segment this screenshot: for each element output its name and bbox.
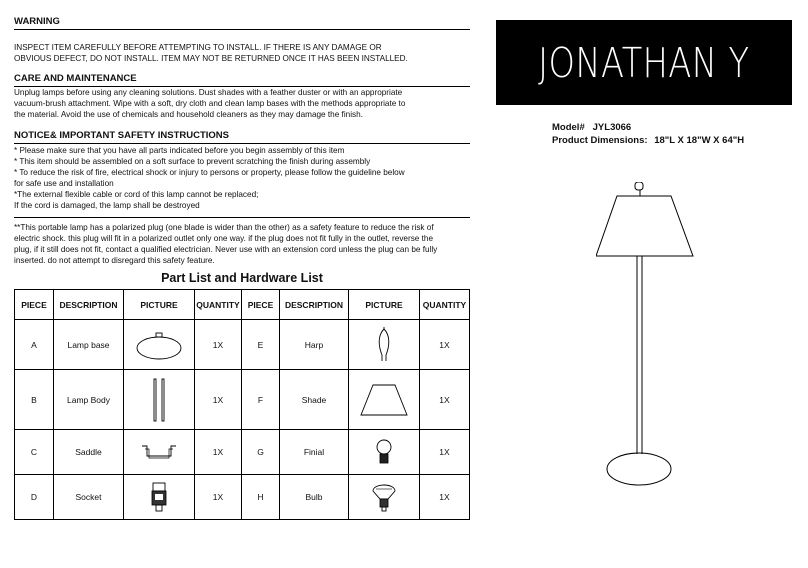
quantity-cell: 1X (420, 320, 470, 370)
notice-line-1: * Please make sure that you have all parts indicated before you begin assembly of this item (14, 146, 345, 155)
saddle-picture (124, 430, 195, 475)
notice-line-5: *The external flexible cable or cord of this lamp cannot be replaced; (14, 190, 259, 199)
piece-cell: A (15, 320, 54, 370)
quantity-cell: 1X (195, 430, 242, 475)
header-picture: PICTURE (124, 290, 195, 320)
model-label: Model# (552, 122, 585, 133)
description-cell: Saddle (54, 430, 124, 475)
shade-picture (349, 370, 420, 430)
piece-cell: F (242, 370, 280, 430)
header-description: DESCRIPTION (280, 290, 349, 320)
brand-name: JONATHAN Y (538, 38, 750, 87)
quantity-cell: 1X (420, 430, 470, 475)
care-line-2: vacuum-brush attachment. Wipe with a soft, dry cloth and clean lamp bases with the methods appropriate to (14, 99, 406, 108)
piece-cell: C (15, 430, 54, 475)
socket-picture (124, 475, 195, 520)
header-picture: PICTURE (349, 290, 420, 320)
finial-picture (349, 430, 420, 475)
quantity-cell: 1X (195, 370, 242, 430)
quantity-cell: 1X (195, 320, 242, 370)
socket-icon (150, 481, 168, 513)
harp-icon (374, 327, 394, 363)
parts-table (14, 289, 470, 520)
description-cell: Socket (54, 475, 124, 520)
description-cell: Bulb (280, 475, 349, 520)
plug-line-3: plug, if it still does not fit, contact a qualified electrician. Never use with an extension cord unless the plug can be fully (14, 245, 438, 254)
quantity-cell: 1X (420, 475, 470, 520)
lamp-base-picture (124, 320, 195, 370)
piece-cell: B (15, 370, 54, 430)
description-cell: Lamp Body (54, 370, 124, 430)
description-cell: Shade (280, 370, 349, 430)
shade-icon (357, 382, 411, 418)
model-number (552, 122, 631, 133)
lamp-base-icon (134, 330, 184, 360)
care-line-3: the material. Avoid the use of chemicals and household cleaners as they may damage the finish. (14, 110, 363, 119)
warning-rule (14, 29, 470, 30)
plug-line-4: inserted. do not attempt to disregard this safety feature. (14, 256, 215, 265)
warning-line-2: OBVIOUS DEFECT, DO NOT INSTALL. ITEM MAY NOT BE RETURNED ONCE IT HAS BEEN INSTALLED. (14, 54, 408, 63)
parts-header-row (15, 290, 470, 320)
warning-heading: WARNING (14, 16, 60, 27)
harp-picture (349, 320, 420, 370)
header-piece: PIECE (242, 290, 280, 320)
product-dimensions (552, 135, 744, 146)
description-cell: Harp (280, 320, 349, 370)
brand-logo (496, 20, 792, 105)
plug-line-1: **This portable lamp has a polarized plug (one blade is wider than the other) as a safety feature to reduce the risk of (14, 223, 434, 232)
care-heading: CARE AND MAINTENANCE (14, 73, 137, 84)
table-row (15, 430, 470, 475)
table-row (15, 320, 470, 370)
dims-value: 18"L X 18"W X 64"H (654, 135, 745, 146)
quantity-cell: 1X (195, 475, 242, 520)
warning-line-1: INSPECT ITEM CAREFULLY BEFORE ATTEMPTING TO INSTALL. IF THERE IS ANY DAMAGE OR (14, 43, 382, 52)
description-cell: Lamp base (54, 320, 124, 370)
lamp-body-picture (124, 370, 195, 430)
bulb-picture (349, 475, 420, 520)
quantity-cell: 1X (420, 370, 470, 430)
notice-line-2: * This item should be assembled on a soft surface to prevent scratching the finish during assembly (14, 157, 371, 166)
plug-rule (14, 217, 470, 218)
saddle-icon (139, 442, 179, 462)
header-quantity: QUANTITY (420, 290, 470, 320)
notice-line-4: for safe use and installation (14, 179, 114, 188)
table-row (15, 475, 470, 520)
floor-lamp-illustration (596, 182, 696, 490)
finial-icon (374, 438, 394, 466)
care-line-1: Unplug lamps before using any cleaning solutions. Dust shades with a feather duster or with an appropriate (14, 88, 403, 97)
piece-cell: E (242, 320, 280, 370)
header-quantity: QUANTITY (195, 290, 242, 320)
notice-line-3: * To reduce the risk of fire, electrical shock or injury to persons or property, please follow the guideline below (14, 168, 405, 177)
piece-cell: D (15, 475, 54, 520)
plug-line-2: electric shock. this plug will fit in a polarized outlet only one way. if the plug does not fit fully in the outlet, reverse the (14, 234, 433, 243)
description-cell: Finial (280, 430, 349, 475)
table-row (15, 370, 470, 430)
dims-label: Product Dimensions: (552, 135, 648, 146)
lamp-body-icon (149, 377, 169, 423)
model-value: JYL3066 (592, 122, 632, 133)
bulb-icon (371, 481, 397, 513)
notice-line-6: If the cord is damaged, the lamp shall be destroyed (14, 201, 200, 210)
piece-cell: G (242, 430, 280, 475)
header-description: DESCRIPTION (54, 290, 124, 320)
notice-heading: NOTICE& IMPORTANT SAFETY INSTRUCTIONS (14, 130, 229, 141)
notice-rule (14, 143, 470, 144)
piece-cell: H (242, 475, 280, 520)
parts-title: Part List and Hardware List (161, 271, 323, 285)
header-piece: PIECE (15, 290, 54, 320)
